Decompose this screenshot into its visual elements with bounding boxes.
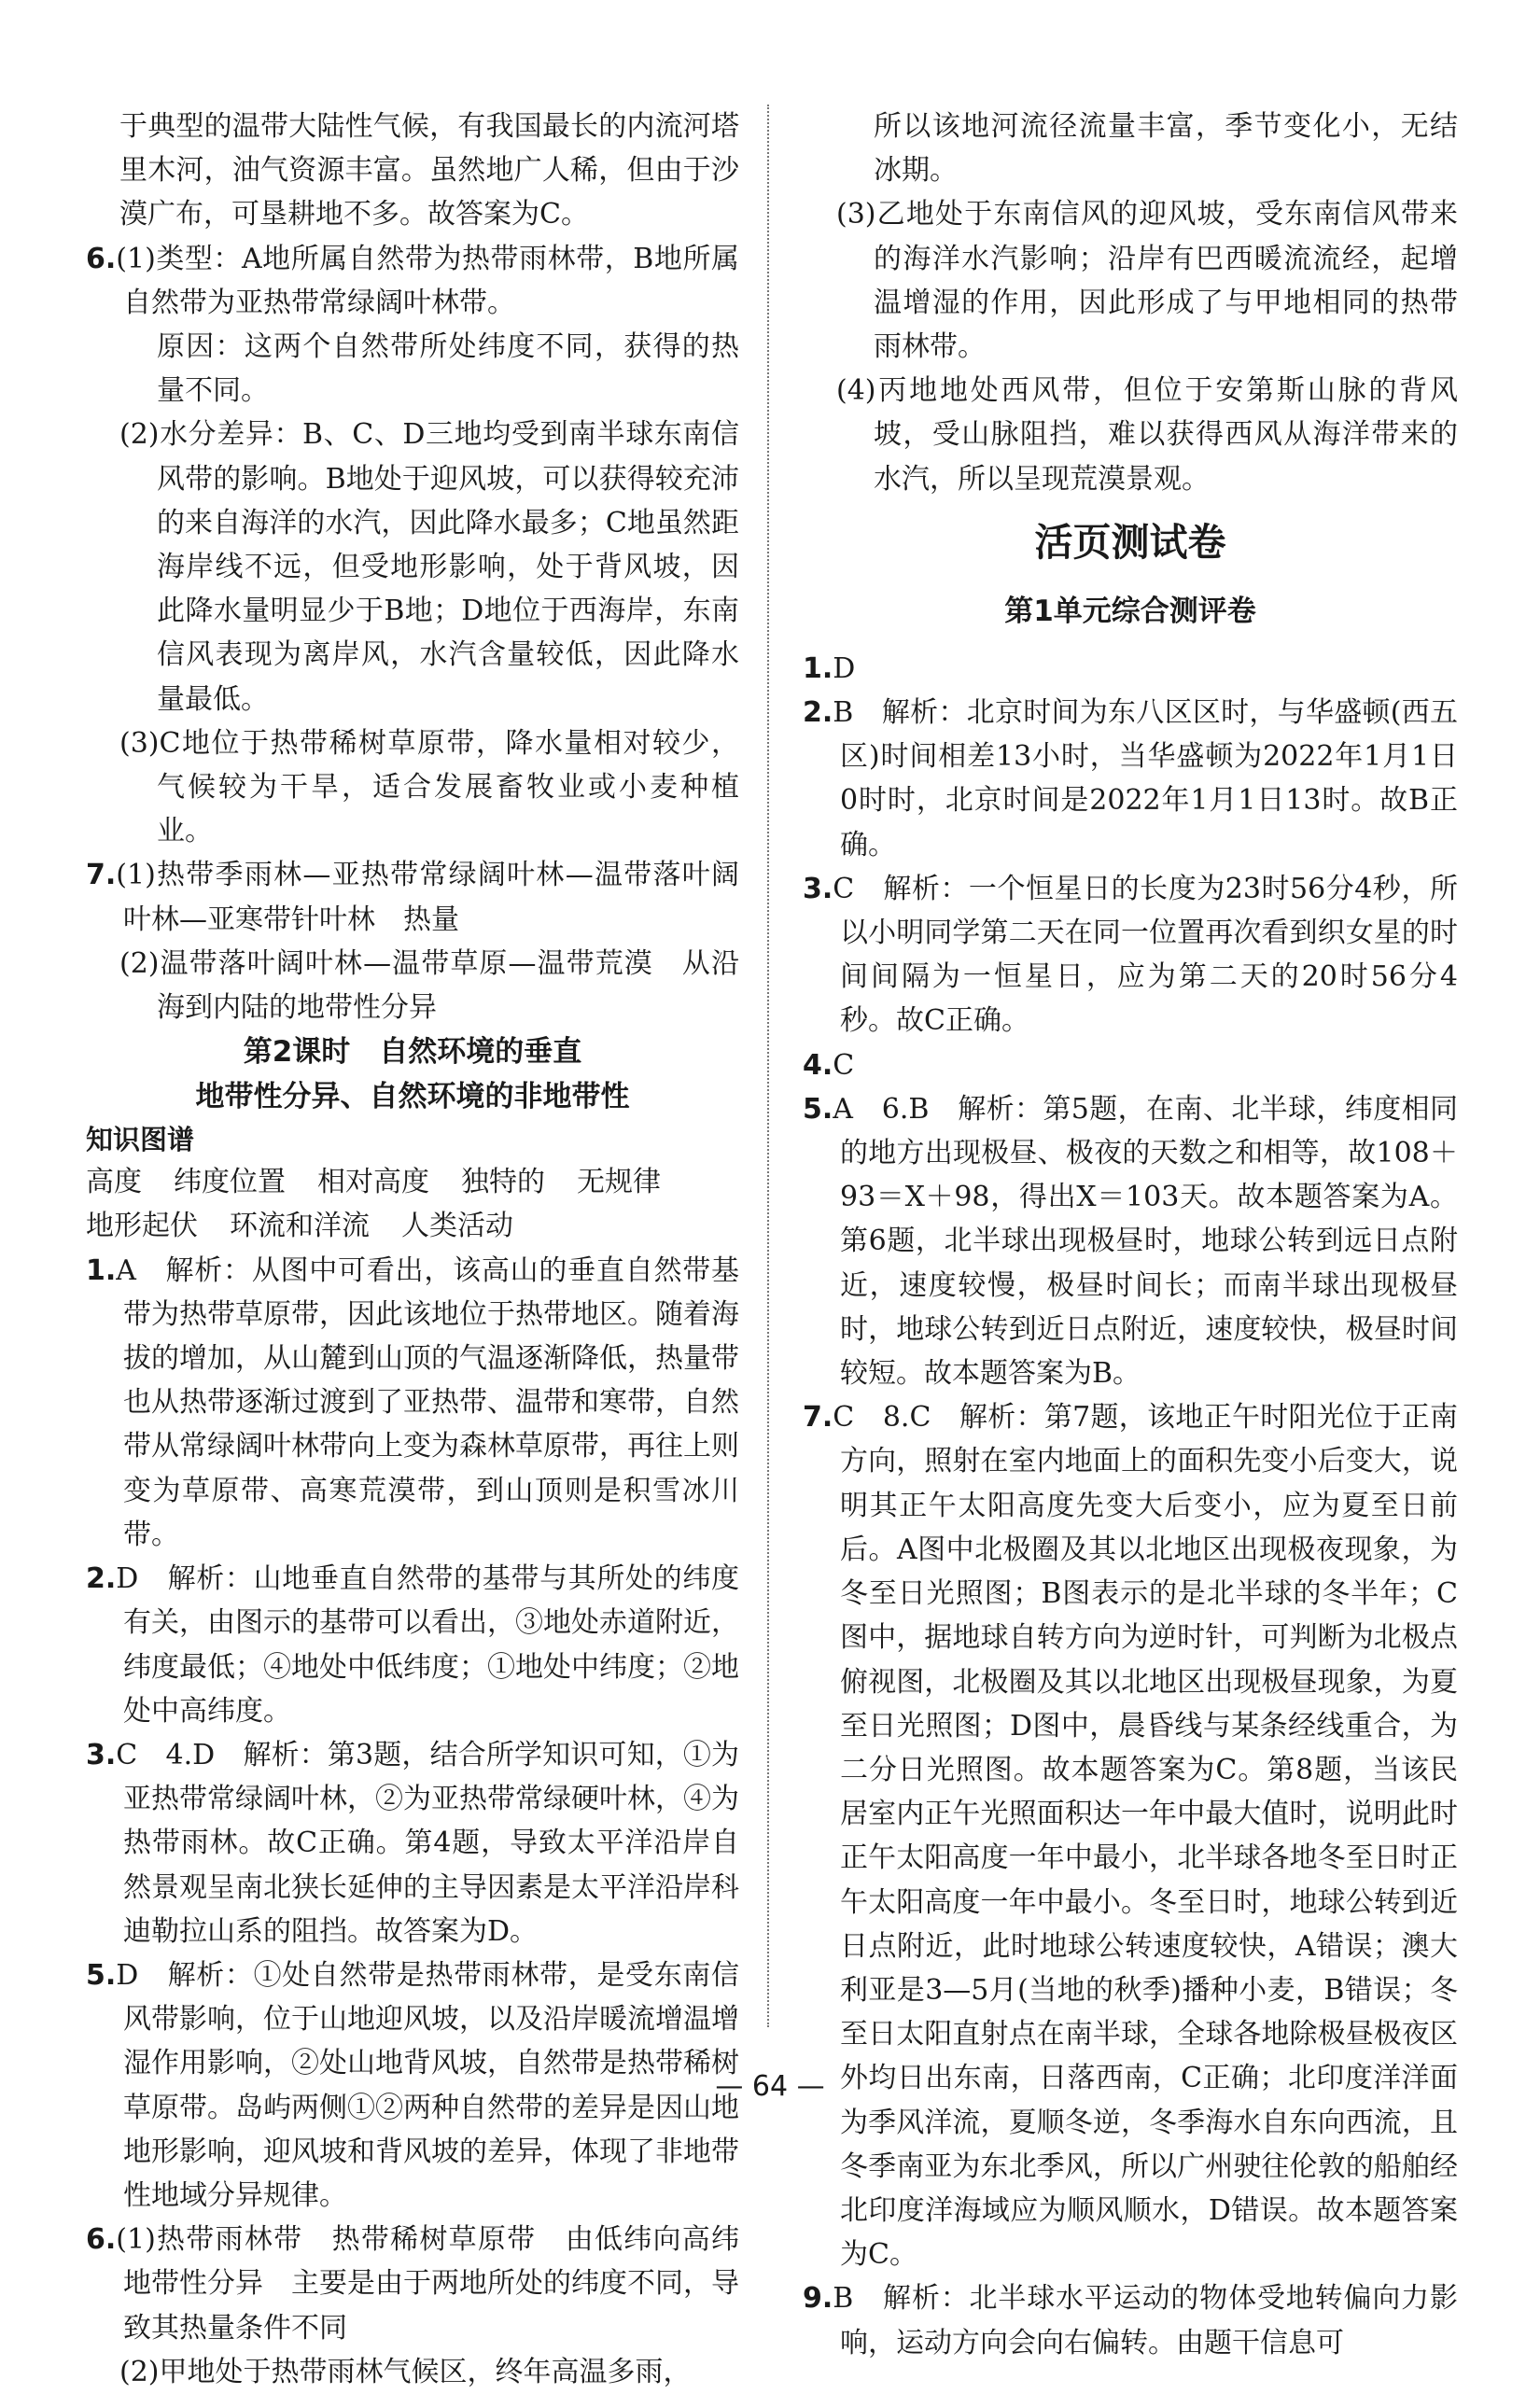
answer-6-part-4-right: (4)丙地地处西风带，但位于安第斯山脉的背风坡，受山脉阻挡，难以获得西风从海洋带来的水汽，所以呈现荒漠景观。 bbox=[836, 374, 1458, 496]
test-answer-5-text: A 6.B 解析：第5题，在南、北半球，纬度相同的地方出现极昼、极夜的天数之和相等，故108＋93＝X＋98，得出X＝103天。故本题答案为A。第6题，北半球出现极昼时，地球公转到远日点附近，速度较慢，极昼时间长；而南半球出现极昼时，地球公转到近日点附近，速度较快，极昼时间较短。故本题答案为B。 bbox=[833, 1092, 1458, 1391]
keyword: 地形起伏 bbox=[86, 1210, 198, 1243]
lesson-title-line-1: 第2课时 自然环境的垂直 bbox=[243, 1035, 582, 1070]
keyword: 纬度位置 bbox=[174, 1166, 286, 1199]
lesson-answer-2: 2.D 解析：山地垂直自然带的基带与其所处的纬度有关，由图示的基带可以看出，③地处赤道附近，纬度最低；④地处中低纬度；①地处中纬度；②地处中高纬度。 bbox=[86, 1562, 739, 1728]
lesson-answer-6-part-1-text: (1)热带雨林带 热带稀树草原带 由低纬向高纬地带性分异 主要是由于两地所处的纬度不同，导致其热量条件不同 bbox=[116, 2223, 739, 2345]
test-answer-7: 7.C 8.C 解析：第7题，该地正午时阳光位于正南方向，照射在室内地面上的面积先变小后变大，说明其正午太阳高度先变大后变小，应为夏至日前后。A图中北极圈及其以北地区出现极夜现象，为冬至日光照图；B图表示的是北半球的冬半年；C图中，据地球自转方向为逆时针，可判断为北极点俯视图，北极圈及其以北地区出现极昼现象，为夏至日光照图；D图中，晨昏线与某条经线重合，为二分日光照图。故本题答案为C。第8题，当该民居室内正午光照面积达一年中最大值时，说明此时正午太阳高度一年中最小，北半球各地冬至日时正午太阳高度一年中最小。冬至日时，地球公转到近日点附近，此时地球公转速度较快，A错误；澳大利亚是3—5月(当地的秋季)播种小麦，B错误；冬至日太阳直射点在南半球，全球各地除极昼极夜区外均日出东南，日落西南，C正确；北印度洋洋面为季风洋流，夏顺冬逆，冬季海水自东向西流，且冬季南亚为东北季风，所以广州驶往伦敦的船舶经北印度洋海域应为顺风顺水，D错误。故本题答案为C。 bbox=[803, 1401, 1458, 2272]
keyword: 高度 bbox=[86, 1166, 142, 1199]
test-answer-9: 9.B 解析：北半球水平运动的物体受地转偏向力影响，运动方向会向右偏转。由题干信息可 bbox=[803, 2282, 1458, 2359]
lesson-answer-5: 5.D 解析：①处自然带是热带雨林带，是受东南信风带影响，位于山地迎风坡，以及沿岸暖流增温增湿作用影响，②处山地背风坡，自然带是热带稀树草原带。岛屿两侧①②两种自然带的差异是因山地地形影响，迎风坡和背风坡的差异，体现了非地带性地域分异规律。 bbox=[86, 1958, 739, 2212]
keyword: 环流和洋流 bbox=[230, 1210, 370, 1243]
answer-7-part-1-text: (1)热带季雨林—亚热带常绿阔叶林—温带落叶阔叶林—亚寒带针叶林 热量 bbox=[116, 859, 739, 936]
column-divider bbox=[767, 105, 769, 2027]
test-answer-4-text: C bbox=[833, 1048, 855, 1082]
answer-6-part-1-reason: 原因：这两个自然带所处纬度不同，获得的热量不同。 bbox=[157, 330, 739, 408]
test-answer-5: 5.A 6.B 解析：第5题，在南、北半球，纬度相同的地方出现极昼、极夜的天数之和相等，故108＋93＝X＋98，得出X＝103天。故本题答案为A。第6题，北半球出现极昼时，地球公转到远日点附近，速度较慢，极昼时间长；而南半球出现极昼时，地球公转到近日点附近，速度较快，极昼时间较短。故本题答案为B。 bbox=[803, 1092, 1458, 1391]
section-title: 活页测试卷 bbox=[1034, 519, 1226, 565]
answer-7-part-2: (2)温带落叶阔叶林—温带草原—温带荒漠 从沿海到内陆的地带性分异 bbox=[119, 946, 739, 1025]
keywords-row-2 bbox=[86, 1204, 739, 1248]
page-number: — 64 — bbox=[715, 2070, 825, 2103]
test-answer-4: 4.C bbox=[803, 1048, 855, 1082]
answer-6-part-3-right: (3)乙地处于东南信风的迎风坡，受东南信风带来的海洋水汽影响；沿岸有巴西暖流流经，起增温增湿的作用，因此形成了与甲地相同的热带雨林带。 bbox=[836, 198, 1458, 364]
intro-paragraph: 于典型的温带大陆性气候，有我国最长的内流河塔里木河，油气资源丰富。虽然地广人稀，但由于沙漠广布，可垦耕地不多。故答案为C。 bbox=[119, 110, 739, 231]
unit-title: 第1单元综合测评卷 bbox=[1004, 594, 1256, 628]
left-column bbox=[86, 105, 739, 2394]
knowledge-map-label: 知识图谱 bbox=[86, 1124, 195, 1156]
continued-paragraph: 所以该地河流径流量丰富，季节变化小，无结冰期。 bbox=[874, 110, 1458, 188]
keyword: 相对高度 bbox=[317, 1166, 429, 1199]
test-answer-3: 3.C 解析：一个恒星日的长度为23时56分4秒，所以小明同学第二天在同一位置再次看到织女星的时间间隔为一恒星日，应为第二天的20时56分4秒。故C正确。 bbox=[803, 872, 1458, 1038]
lesson-title-line-2: 地带性分异、自然环境的非地带性 bbox=[195, 1080, 630, 1114]
keyword: 人类活动 bbox=[401, 1210, 513, 1243]
lesson-answer-5-text: D 解析：①处自然带是热带雨林带，是受东南信风带影响，位于山地迎风坡，以及沿岸暖流增温增湿作用影响，②处山地背风坡，自然带是热带稀树草原带。岛屿两侧①②两种自然带的差异是因山地地形影响，迎风坡和背风坡的差异，体现了非地带性地域分异规律。 bbox=[116, 1958, 739, 2212]
keyword: 无规律 bbox=[577, 1166, 661, 1199]
test-answer-1: 1.D bbox=[803, 651, 856, 685]
test-answer-1-text: D bbox=[833, 651, 856, 685]
lesson-answer-1-text: A 解析：从图中可看出，该高山的垂直自然带基带为热带草原带，因此该地位于热带地区。随着海拔的增加，从山麓到山顶的气温逐渐降低，热量带也从热带逐渐过渡到了亚热带、温带和寒带，自然带从常绿阔叶林带向上变为森林草原带，再往上则变为草原带、高寒荒漠带，到山顶则是积雪冰川带。 bbox=[116, 1253, 739, 1551]
keywords-row-1 bbox=[86, 1160, 739, 1204]
test-answer-2-text: B 解析：北京时间为东八区区时，与华盛顿(西五区)时间相差13小时，当华盛顿为2022年1月1日0时时，北京时间是2022年1月1日13时。故B正确。 bbox=[833, 696, 1458, 861]
answer-6-part-2: (2)水分差异：B、C、D三地均受到南半球东南信风带的影响。B地处于迎风坡，可以获得较充沛的来自海洋的水汽，因此降水最多；C地虽然距海岸线不远，但受地形影响，处于背风坡，因此降水量明显少于B地；D地位于西海岸，东南信风表现为离岸风，水汽含量较低，因此降水量最低。 bbox=[119, 418, 739, 716]
lesson-answer-1: 1.A 解析：从图中可看出，该高山的垂直自然带基带为热带草原带，因此该地位于热带地区。随着海拔的增加，从山麓到山顶的气温逐渐降低，热量带也从热带逐渐过渡到了亚热带、温带和寒带，自然带从常绿阔叶林带向上变为森林草原带，再往上则变为草原带、高寒荒漠带，到山顶则是积雪冰川带。 bbox=[86, 1253, 739, 1551]
keyword: 独特的 bbox=[461, 1166, 545, 1199]
test-answer-3-text: C 解析：一个恒星日的长度为23时56分4秒，所以小明同学第二天在同一位置再次看到织女星的时间间隔为一恒星日，应为第二天的20时56分4秒。故C正确。 bbox=[833, 872, 1458, 1038]
test-answer-2: 2.B 解析：北京时间为东八区区时，与华盛顿(西五区)时间相差13小时，当华盛顿为2022年1月1日0时时，北京时间是2022年1月1日13时。故B正确。 bbox=[803, 696, 1458, 861]
lesson-answer-3: 3.C 4.D 解析：第3题，结合所学知识可知，①为亚热带常绿阔叶林，②为亚热带常绿硬叶林，④为热带雨林。故C正确。第4题，导致太平洋沿岸自然景观呈南北狭长延伸的主导因素是太平洋沿岸科迪勒拉山系的阻挡。故答案为D。 bbox=[86, 1738, 739, 1948]
answer-7-part-1: 7.(1)热带季雨林—亚热带常绿阔叶林—温带落叶阔叶林—亚寒带针叶林 热量 bbox=[86, 859, 739, 936]
lesson-answer-6-part-1: 6.(1)热带雨林带 热带稀树草原带 由低纬向高纬地带性分异 主要是由于两地所处的纬度不同，导致其热量条件不同 bbox=[86, 2223, 739, 2345]
lesson-answer-3-text: C 4.D 解析：第3题，结合所学知识可知，①为亚热带常绿阔叶林，②为亚热带常绿硬叶林，④为热带雨林。故C正确。第4题，导致太平洋沿岸自然景观呈南北狭长延伸的主导因素是太平洋沿岸科迪勒拉山系的阻挡。故答案为D。 bbox=[116, 1738, 739, 1948]
right-column bbox=[803, 105, 1458, 2365]
test-answer-7-text: C 8.C 解析：第7题，该地正午时阳光位于正南方向，照射在室内地面上的面积先变小后变大，说明其正午太阳高度先变大后变小，应为夏至日前后。A图中北极圈及其以北地区出现极夜现象，为冬至日光照图；B图表示的是北半球的冬半年；C图中，据地球自转方向为逆时针，可判断为北极点俯视图，北极圈及其以北地区出现极昼现象，为夏至日光照图；D图中，晨昏线与某条经线重合，为二分日光照图。故本题答案为C。第8题，当该民居室内正午光照面积达一年中最大值时，说明此时正午太阳高度一年中最小，北半球各地冬至日时正午太阳高度一年中最小。冬至日时，地球公转到近日点附近，此时地球公转速度较快，A错误；澳大利亚是3—5月(当地的秋季)播种小麦，B错误；冬至日太阳直射点在南半球，全球各地除极昼极夜区外均日出东南，日落西南，C正确；北印度洋洋面为季风洋流，夏顺冬逆，冬季海水自东向西流，且冬季南亚为东北季风，所以广州驶往伦敦的船舶经北印度洋海域应为顺风顺水，D错误。故本题答案为C。 bbox=[833, 1401, 1458, 2272]
lesson-answer-2-text: D 解析：山地垂直自然带的基带与其所处的纬度有关，由图示的基带可以看出，③地处赤道附近，纬度最低；④地处中低纬度；①地处中纬度；②地处中高纬度。 bbox=[116, 1562, 739, 1728]
answer-6-part-3: (3)C地位于热带稀树草原带，降水量相对较少，气候较为干旱，适合发展畜牧业或小麦种植业。 bbox=[119, 726, 739, 848]
lesson-answer-6-part-2: (2)甲地处于热带雨林气候区，终年高温多雨， bbox=[119, 2355, 692, 2388]
answer-6-part-1: 6.(1)类型：A地所属自然带为热带雨林带，B地所属自然带为亚热带常绿阔叶林带。 bbox=[86, 242, 739, 319]
answer-6-part-1-text: (1)类型：A地所属自然带为热带雨林带，B地所属自然带为亚热带常绿阔叶林带。 bbox=[116, 242, 739, 319]
test-answer-9-text: B 解析：北半球水平运动的物体受地转偏向力影响，运动方向会向右偏转。由题干信息可 bbox=[833, 2282, 1458, 2359]
